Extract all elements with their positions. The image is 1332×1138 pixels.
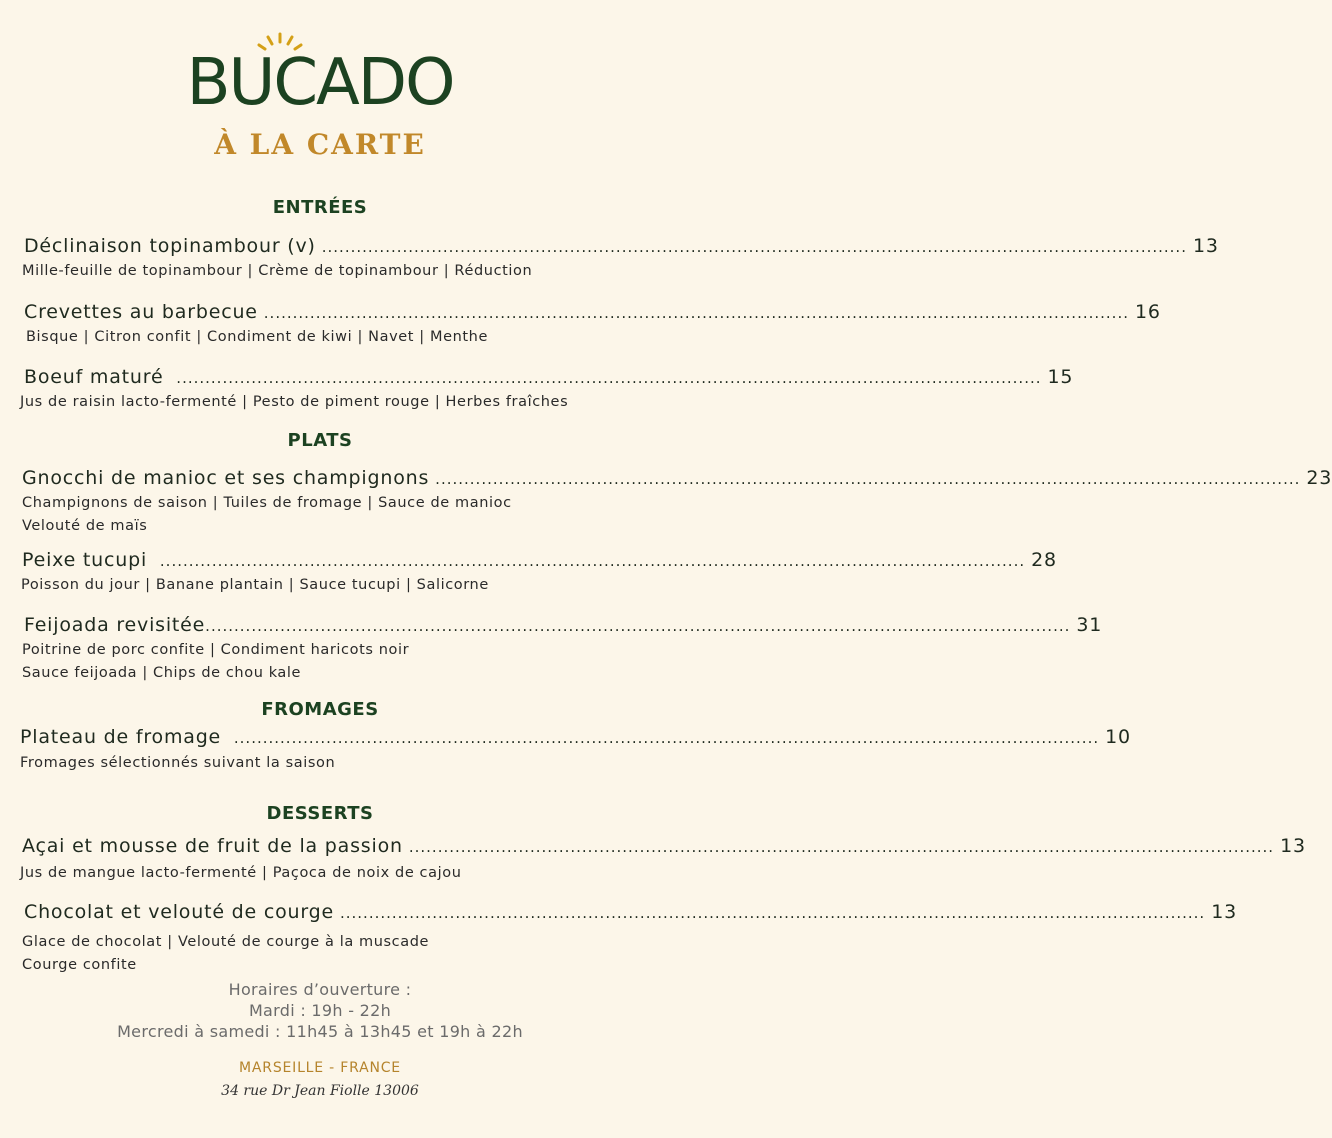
section-title-fromages: FROMAGES — [261, 699, 379, 720]
dish-name: Chocolat et velouté de courge — [24, 901, 334, 923]
section-title-desserts: DESSERTS — [266, 803, 374, 824]
dish-description: Courge confite — [22, 957, 137, 973]
dish-description: Poisson du jour | Banane plantain | Sauce tucupi | Salicorne — [21, 577, 489, 593]
menu-item — [24, 901, 1237, 923]
menu-item — [24, 366, 1074, 388]
menu-item — [24, 301, 1161, 323]
hours-line: Mercredi à samedi : 11h45 à 13h45 et 19h à 22h — [117, 1022, 523, 1041]
dish-price: 13 — [1192, 235, 1219, 257]
menu-item — [22, 467, 1332, 489]
dish-price: 10 — [1105, 726, 1131, 748]
section-title-plats: PLATS — [287, 430, 353, 451]
dish-description: Poitrine de porc confite | Condiment haricots noir — [22, 642, 410, 658]
menu-item — [24, 614, 1103, 636]
hours-line: Mardi : 19h - 22h — [248, 1001, 392, 1020]
dot-leader — [160, 552, 1025, 570]
menu-item — [22, 835, 1306, 857]
dot-leader — [340, 904, 1205, 922]
menu-item — [24, 235, 1219, 257]
dot-leader — [435, 470, 1300, 488]
dish-name: Déclinaison topinambour (v) — [24, 235, 316, 257]
dish-price: 13 — [1280, 835, 1306, 857]
dish-price: 13 — [1211, 901, 1237, 923]
dish-price: 16 — [1135, 301, 1161, 323]
dot-leader — [409, 838, 1274, 856]
dish-description: Jus de raisin lacto-fermenté | Pesto de piment rouge | Herbes fraîches — [20, 394, 569, 410]
dish-description: Champignons de saison | Tuiles de fromage | Sauce de manioc — [22, 495, 512, 511]
dish-description: Glace de chocolat | Velouté de courge à la muscade — [22, 934, 430, 950]
dish-price: 15 — [1047, 366, 1074, 388]
dish-description: Bisque | Citron confit | Condiment de kiwi | Navet | Menthe — [26, 329, 488, 345]
dot-leader — [234, 729, 1099, 747]
bucado-logo-icon — [186, 34, 454, 120]
dot-leader — [176, 369, 1041, 387]
dish-description: Mille-feuille de topinambour | Crème de topinambour | Réduction — [22, 263, 533, 279]
dish-price: 28 — [1031, 549, 1057, 571]
dish-name: Plateau de fromage — [20, 726, 228, 748]
dish-description: Sauce feijoada | Chips de chou kale — [22, 665, 302, 681]
location-city: MARSEILLE - FRANCE — [239, 1060, 401, 1076]
dish-name: Gnocchi de manioc et ses champignons — [22, 467, 430, 489]
dot-leader — [264, 304, 1129, 322]
dot-leader — [322, 238, 1187, 256]
location-address: 34 rue Dr Jean Fiolle 13006 — [221, 1083, 419, 1099]
section-title-entrees: ENTRÉES — [272, 197, 368, 218]
dish-description: Velouté de maïs — [22, 518, 148, 534]
svg-text:BUCADO: BUCADO — [186, 46, 454, 120]
dish-description: Fromages sélectionnés suivant la saison — [20, 755, 336, 771]
menu-item — [20, 726, 1131, 748]
restaurant-logo — [0, 34, 640, 120]
menu-subtitle: À LA CARTE — [214, 128, 426, 161]
dish-price: 23 — [1306, 467, 1332, 489]
dish-name: Feijoada revisitée — [24, 614, 206, 636]
dish-description: Jus de mangue lacto-fermenté | Paçoca de noix de cajou — [20, 865, 462, 881]
menu-item — [22, 549, 1057, 571]
dot-leader — [205, 617, 1070, 635]
dish-name: Boeuf maturé — [24, 366, 171, 388]
hours-title: Horaires d’ouverture : — [228, 980, 412, 999]
dish-price: 31 — [1076, 614, 1103, 636]
dish-name: Crevettes au barbecue — [24, 301, 258, 323]
dish-name: Peixe tucupi — [22, 549, 154, 571]
dish-name: Açai et mousse de fruit de la passion — [22, 835, 403, 857]
